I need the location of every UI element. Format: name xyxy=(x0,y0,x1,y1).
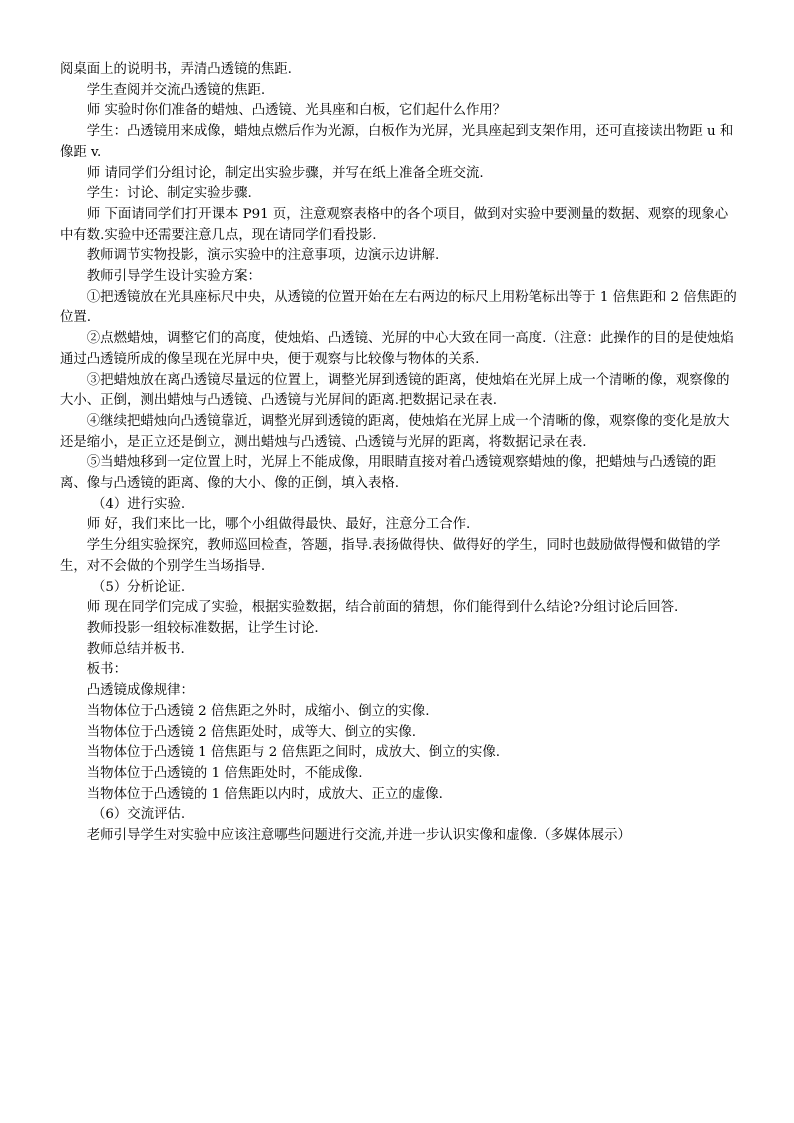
paragraph-teacher-compete: 师 好，我们来比一比，哪个小组做得最快、最好，注意分工合作. xyxy=(86,517,471,533)
paragraph-teacher-summary: 教师总结并板书. xyxy=(86,641,185,657)
paragraph-step-2: ②点燃蜡烛，调整它们的高度，使烛焰、凸透镜、光屏的中心大致在同一高度.（注意：此操作的目的是使烛焰通过凸透镜所成的像呈现在光屏中央，便于观察与比较像与物体的关系. xyxy=(60,331,734,367)
paragraph-step-4: ④继续把蜡烛向凸透镜靠近，调整光屏到透镜的距离，使烛焰在光屏上成一个清晰的像，观察像的变化是放大还是缩小，是正立还是倒立，测出蜡烛与凸透镜、凸透镜与光屏的距离，将数据记录在表. xyxy=(60,413,730,450)
paragraph-teacher-question-equipment: 师 实验时你们准备的蜡烛、凸透镜、光具座和白板，它们起什么作用？ xyxy=(86,103,507,119)
section-heading-analysis: （5）分析论证. xyxy=(92,579,186,595)
paragraph-blackboard-label: 板书： xyxy=(86,662,127,678)
paragraph-step-3: ③把蜡烛放在离凸透镜尽量远的位置上，调整光屏到透镜的距离，使烛焰在光屏上成一个清晰的像，观察像的大小、正倒，测出蜡烛与凸透镜、凸透镜与光屏间的距离.把数据记录在表. xyxy=(60,372,730,409)
section-heading-conduct-experiment: （4）进行实验. xyxy=(92,496,186,512)
paragraph-reading-instructions: 阅桌面上的说明书，弄清凸透镜的焦距. xyxy=(60,62,292,77)
paragraph-teacher-group-discussion: 师 请同学们分组讨论，制定出实验步骤，并写在纸上准备全班交流. xyxy=(86,165,484,181)
paragraph-teacher-guide-exchange: 老师引导学生对实验中应该注意哪些问题进行交流,并进一步认识实像和虚像.（多媒体展示） xyxy=(86,828,631,844)
paragraph-rule-within-f: 当物体位于凸透镜的 1 倍焦距以内时，成放大、正立的虚像. xyxy=(86,786,443,802)
paragraph-teacher-guide-design: 教师引导学生设计实验方案： xyxy=(86,269,261,285)
paragraph-teacher-conclusion-question: 师 现在同学们完成了实验，根据实验数据，结合前面的猜想，你们能得到什么结论?分组讨论后回答. xyxy=(86,600,679,616)
paragraph-teacher-project-data: 教师投影一组较标准数据，让学生讨论. xyxy=(86,620,319,636)
paragraph-rule-at-f: 当物体位于凸透镜的 1 倍焦距处时，不能成像. xyxy=(86,765,363,781)
paragraph-students-explore: 学生分组实验探究，教师巡回检查，答题，指导.表扬做得快、做得好的学生，同时也鼓励做得慢和做错的学生，对不会做的个别学生当场指导. xyxy=(60,538,721,574)
document-page xyxy=(60,60,740,847)
paragraph-step-5: ⑤当蜡烛移到一定位置上时，光屏上不能成像，用眼睛直接对着凸透镜观察蜡烛的像，把蜡烛与凸透镜的距离、像与凸透镜的距离、像的大小、像的正倒，填入表格. xyxy=(60,455,717,492)
paragraph-rule-at-2f: 当物体位于凸透镜 2 倍焦距处时，成等大、倒立的实像. xyxy=(86,724,417,740)
paragraph-imaging-rules-title: 凸透镜成像规律： xyxy=(86,683,194,699)
paragraph-teacher-projection: 教师调节实物投影，演示实验中的注意事项，边演示边讲解. xyxy=(86,248,440,264)
paragraph-teacher-open-textbook: 师 下面请同学们打开课本 P91 页，注意观察表格中的各个项目，做到对实验中要测量的数据、观察的现象心中有数.实验中还需要注意几点，现在请同学们看投影. xyxy=(60,206,729,243)
paragraph-student-discuss-steps: 学生：讨论、制定实验步骤. xyxy=(86,186,252,202)
paragraph-student-answer-equipment: 学生：凸透镜用来成像，蜡烛点燃后作为光源，白板作为光屏，光具座起到支架作用，还可直接读出物距 u 和像距 v. xyxy=(60,124,734,160)
paragraph-step-1: ①把透镜放在光具座标尺中央，从透镜的位置开始在左右两边的标尺上用粉笔标出等于 1 倍焦距和 2 倍焦距的位置. xyxy=(60,289,737,326)
paragraph-rule-beyond-2f: 当物体位于凸透镜 2 倍焦距之外时，成缩小、倒立的实像. xyxy=(86,703,430,719)
paragraph-rule-between-f-2f: 当物体位于凸透镜 1 倍焦距与 2 倍焦距之间时，成放大、倒立的实像. xyxy=(86,745,501,761)
paragraph-student-consult: 学生查阅并交流凸透镜的焦距. xyxy=(86,82,266,98)
section-heading-evaluation: （6）交流评估. xyxy=(92,807,186,823)
